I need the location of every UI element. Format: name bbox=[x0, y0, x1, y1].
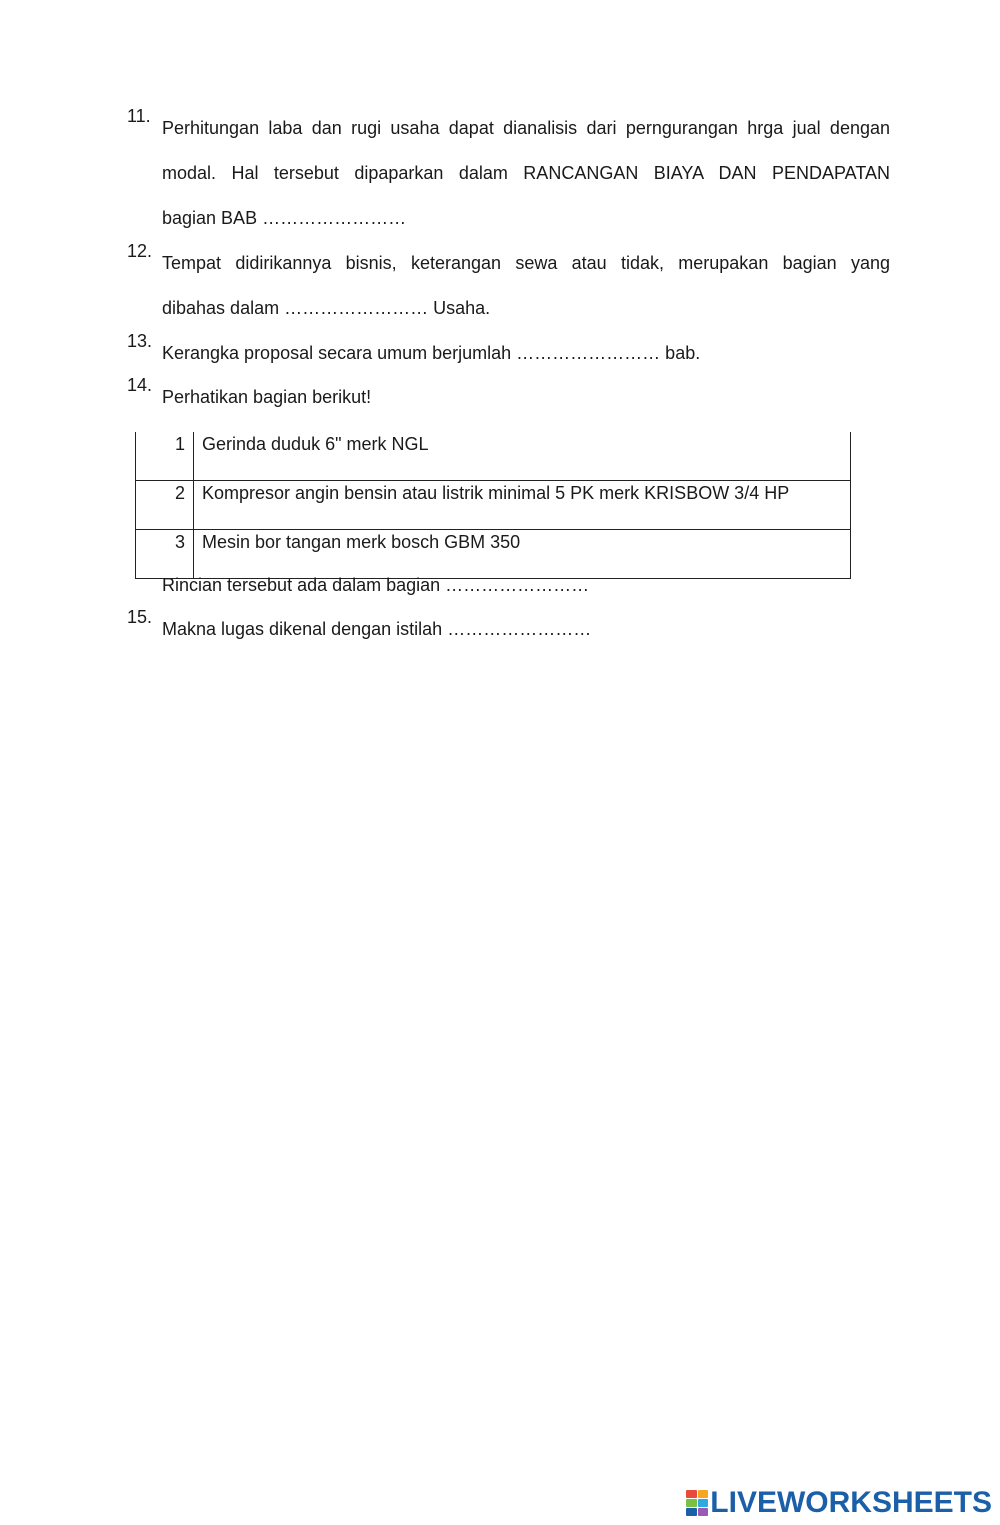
question-number: 11. bbox=[127, 106, 151, 126]
logo-block bbox=[686, 1499, 697, 1507]
row-item: Gerinda duduk 6" merk NGL bbox=[194, 432, 851, 481]
liveworksheets-icon bbox=[686, 1490, 708, 1516]
question-line: Kerangka proposal secara umum berjumlah …………………… bab. bbox=[162, 343, 701, 363]
question-13 bbox=[127, 331, 890, 376]
question-number: 12. bbox=[127, 241, 153, 261]
liveworksheets-logo bbox=[686, 1483, 992, 1523]
question-text bbox=[162, 607, 890, 652]
question-15 bbox=[127, 607, 890, 652]
question-text bbox=[162, 331, 890, 376]
question-line: bagian BAB …………………… bbox=[162, 208, 407, 228]
logo-block bbox=[698, 1499, 709, 1507]
row-number: 2 bbox=[136, 481, 194, 530]
row-number: 1 bbox=[136, 432, 194, 481]
row-item: Mesin bor tangan merk bosch GBM 350 bbox=[194, 530, 851, 579]
question-line: Tempat didirikannya bisnis, keterangan sewa atau tidak, merupakan bagian yang bbox=[162, 253, 890, 273]
row-number: 3 bbox=[136, 530, 194, 579]
table-row bbox=[136, 432, 851, 481]
question-line: Perhitungan laba dan rugi usaha dapat dianalisis dari perngurangan hrga jual dengan bbox=[162, 118, 890, 138]
question-line: dibahas dalam …………………… Usaha. bbox=[162, 298, 491, 318]
question-line: Makna lugas dikenal dengan istilah …………………… bbox=[162, 619, 592, 639]
table-row bbox=[136, 481, 851, 530]
row-item: Kompresor angin bensin atau listrik minimal 5 PK merk KRISBOW 3/4 HP bbox=[194, 481, 851, 530]
table-row bbox=[136, 530, 851, 579]
table-followup-text: Rincian tersebut ada dalam bagian …………………… bbox=[162, 575, 590, 595]
question-line: modal. Hal tersebut dipaparkan dalam RANCANGAN BIAYA DAN PENDAPATAN bbox=[162, 163, 890, 183]
question-text bbox=[162, 241, 890, 331]
question-number: 15. bbox=[127, 607, 153, 627]
question-text bbox=[162, 375, 890, 420]
question-12 bbox=[127, 241, 890, 331]
logo-block bbox=[686, 1508, 697, 1516]
logo-block bbox=[686, 1490, 697, 1498]
question-number: 14. bbox=[127, 375, 153, 395]
logo-block bbox=[698, 1490, 709, 1498]
question-11 bbox=[127, 106, 890, 241]
question-14 bbox=[127, 375, 890, 420]
question-line: Perhatikan bagian berikut! bbox=[162, 387, 372, 407]
question-text bbox=[162, 106, 890, 241]
question-number: 13. bbox=[127, 331, 153, 351]
logo-block bbox=[698, 1508, 709, 1516]
brand-text: LIVEWORKSHEETS bbox=[710, 1486, 992, 1519]
equipment-table bbox=[135, 432, 851, 579]
